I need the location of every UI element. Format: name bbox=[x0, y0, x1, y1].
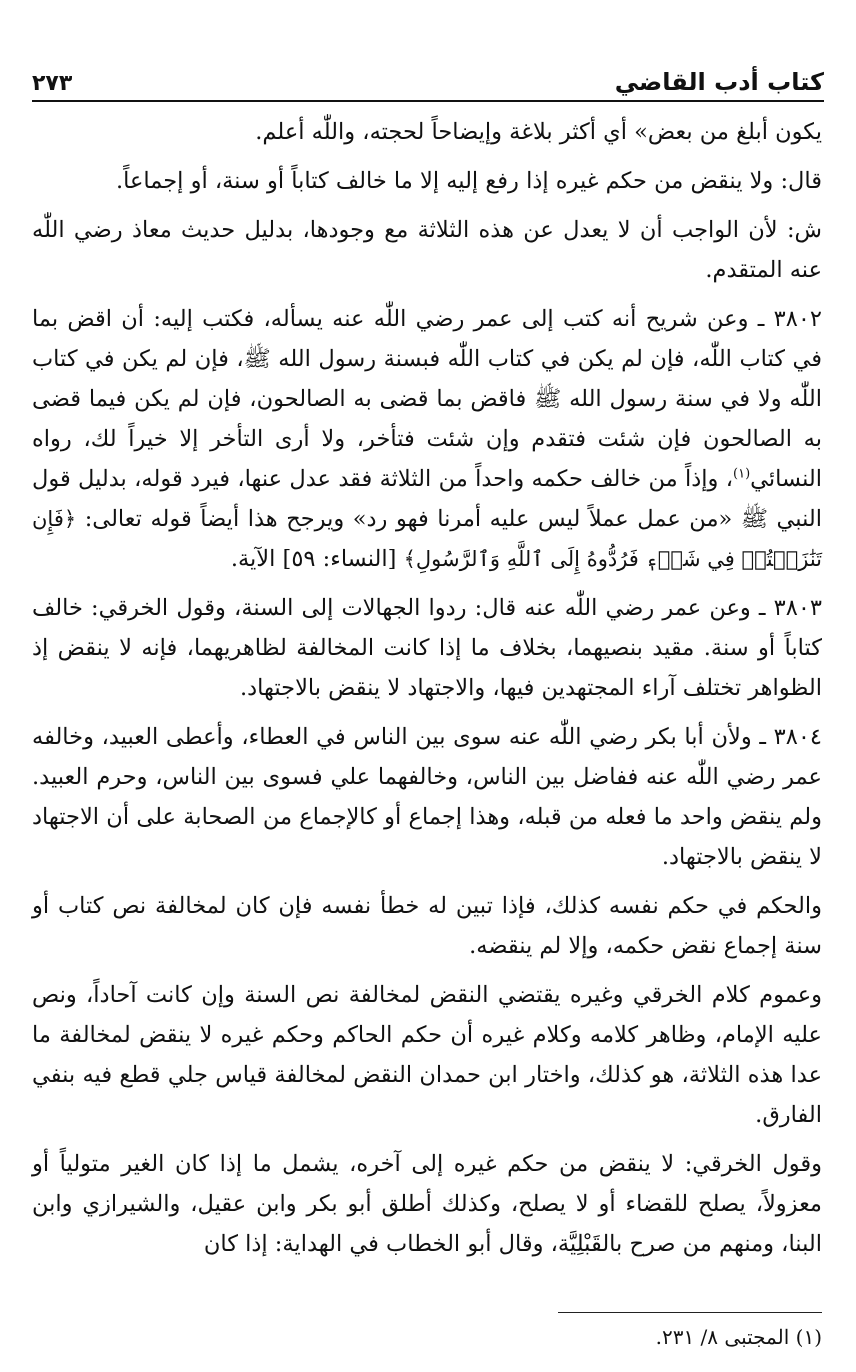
footnote: (١) المجتبى ٨/ ٢٣١. bbox=[655, 1325, 822, 1349]
footnote-reference: (١) bbox=[733, 466, 751, 482]
page-header bbox=[32, 52, 824, 102]
paragraph-9: وقول الخرقي: لا ينقض من حكم غيره إلى آخره، يشمل ما إذا كان الغير متولياً أو معزولاً، يصلح للقضاء أو لا يصلح، وكذلك أطلق أبو بكر وابن عقيل، والشيرازي وابن البنا، ومنهم من صرح بالقَبْلِيَّة، وقال أبو الخطاب في الهداية: إذا كان bbox=[32, 1151, 822, 1257]
paragraph-2: قال: ولا ينقض من حكم غيره إذا رفع إليه إلا ما خالف كتاباً أو سنة، أو إجماعاً. bbox=[115, 168, 822, 194]
paragraph-3802-text: ٣٨٠٢ ـ وعن شريح أنه كتب إلى عمر رضي اللّٰه عنه يسأله، فكتب إليه: أن اقض بما في كتاب اللّٰه، فإن لم يكن في كتاب اللّٰه فبسنة رسول الله ﷺ، فإن لم يكن في كتاب اللّٰه ولا في سنة رسول الله ﷺ فاقض بما قضى به الصالحون، فإن لم يكن فيما قضى به الصالحون فإن شئت فتقدم وإن شئت فتأخر، ولا أرى التأخر إلا خيراً لك، رواه النسائي bbox=[32, 306, 822, 492]
paragraph-3803: ٣٨٠٣ ـ وعن عمر رضي اللّٰه عنه قال: ردوا الجهالات إلى السنة، وقول الخرقي: خالف كتاباً أو سنة. مقيد بنصيهما، بخلاف ما إذا كانت المخالفة لظاهريهما، فإنه لا ينقض إذ الظواهر تختلف آراء المجتهدين فيها، والاجتهاد لا ينقض بالاجتهاد. bbox=[32, 595, 822, 701]
paragraph-3: ش: لأن الواجب أن لا يعدل عن هذه الثلاثة مع وجودها، بدليل حديث معاذ رضي اللّٰه عنه المتقدم. bbox=[32, 217, 822, 283]
footnote-divider bbox=[558, 1312, 822, 1313]
paragraph-8: وعموم كلام الخرقي وغيره يقتضي النقض لمخالفة نص السنة وإن كانت آحاداً، ونص عليه الإمام، وظاهر كلامه وكلام غيره أن حكم الحاكم وحكم غيره لا ينقض لمخالفة ما عدا هذه الثلاثة، هو كذلك، واختار ابن حمدان النقض لمخالفة قياس جلي قطع فيه بنفي الفارق. bbox=[32, 982, 822, 1128]
verse-citation: [النساء: ٥٩] الآية. bbox=[230, 546, 404, 572]
paragraph-7: والحكم في حكم نفسه كذلك، فإذا تبين له خطأ نفسه فإن كان لمخالفة نص كتاب أو سنة إجماع نقض حكمه، وإلا لم ينقضه. bbox=[32, 893, 822, 959]
page-number: ٢٧٣ bbox=[32, 71, 73, 96]
paragraph-3802 bbox=[32, 299, 822, 579]
paragraph-1: يكون أبلغ من بعض» أي أكثر بلاغة وإيضاحاً لحجته، واللّٰه أعلم. bbox=[255, 119, 822, 145]
paragraph-3804: ٣٨٠٤ ـ ولأن أبا بكر رضي اللّٰه عنه سوى بين الناس في العطاء، وأعطى العبيد، وخالفه عمر رضي اللّٰه عنه ففاضل بين الناس، وخالفهما علي فسوى بين الناس، وحرم العبيد. ولم ينقض واحد ما فعله من قبله، وهذا إجماع أو كالإجماع من الصحابة على أن الاجتهاد لا ينقض بالاجتهاد. bbox=[32, 724, 822, 870]
paragraph-3802-continuation: ، وإذاً من خالف حكمه واحداً من الثلاثة فقد عدل عنها، فيرد قوله، بدليل قول النبي ﷺ «من عمل عملاً ليس عليه أمرنا فهو رد» ويرجح هذا أيضاً قوله تعالى: bbox=[32, 466, 822, 532]
quran-verse: ﴿فَإِن تَنَٰزَعۡتُمۡ فِي شَيۡءٖ فَرُدُّوهُ إِلَى ٱللَّهِ وَٱلرَّسُولِ﴾ bbox=[32, 507, 822, 571]
running-title: كتاب أدب القاضي bbox=[614, 68, 824, 96]
main-text bbox=[32, 112, 822, 1273]
